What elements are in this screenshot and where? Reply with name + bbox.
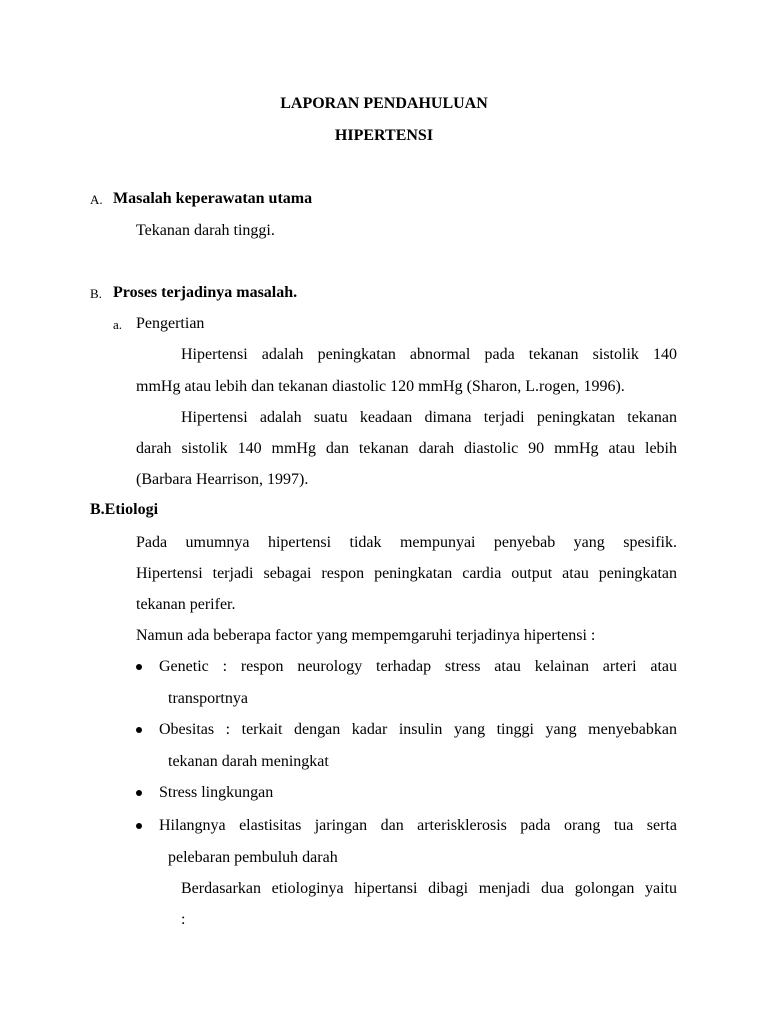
etiologi-closing-line1: Berdasarkan etiologinya hipertansi dibagi menjadi dua golongan yaitu [181,880,677,897]
section-a-heading: Masalah keperawatan utama [113,190,313,207]
bullet-item-2-line2: tekanan darah meningkat [168,753,329,770]
pengertian-para1-line2: mmHg atau lebih dan tekanan diastolic 120 mmHg (Sharon, L.rogen, 1996). [136,378,625,395]
bullet-item-1-line1: Genetic : respon neurology terhadap stress atau kelainan arteri atau [159,658,677,675]
section-b-marker: B. [90,286,102,301]
bullet-item-4-line1: Hilangnya elastisitas jaringan dan arterisklerosis pada orang tua serta [159,817,677,834]
bullet-item-2-line1: Obesitas : terkait dengan kadar insulin yang tinggi yang menyebabkan [159,721,677,738]
bullet-dot [136,823,142,829]
section-a-body: Tekanan darah tinggi. [136,222,275,239]
bullet-dot [136,790,142,796]
etiologi-para1-line2: Hipertensi terjadi sebagai respon peningkatan cardia output atau peningkatan [136,565,677,582]
bullet-dot [136,664,142,670]
pengertian-para2-line1: Hipertensi adalah suatu keadaan dimana terjadi peningkatan tekanan [181,409,677,426]
etiologi-para1-line3: tekanan perifer. [136,596,236,613]
subsection-a-heading: Pengertian [136,315,205,332]
bullet-item-4-line2: pelebaran pembuluh darah [168,849,338,866]
bullet-dot [136,727,142,733]
etiologi-heading: B.Etiologi [90,501,159,518]
etiologi-para2: Namun ada beberapa factor yang mempemgaruhi terjadinya hipertensi : [136,627,596,644]
etiologi-closing-line2: : [181,911,186,928]
bullet-item-3-line1: Stress lingkungan [159,784,274,801]
subsection-a-marker: a. [113,317,123,332]
bullet-item-1-line2: transportnya [168,690,248,707]
pengertian-para1-line1: Hipertensi adalah peningkatan abnormal pada tekanan sistolik 140 [181,346,677,363]
etiologi-para1-line1: Pada umumnya hipertensi tidak mempunyai penyebab yang spesifik. [136,534,677,551]
pengertian-para2-line3: (Barbara Hearrison, 1997). [136,471,309,488]
document-subtitle: HIPERTENSI [334,127,434,144]
pengertian-para2-line2: darah sistolik 140 mmHg dan tekanan darah diastolic 90 mmHg atau lebih [136,440,677,457]
document-title: LAPORAN PENDAHULUAN [280,95,488,112]
section-a-marker: A. [90,192,103,207]
section-b-heading: Proses terjadinya masalah. [113,284,298,301]
